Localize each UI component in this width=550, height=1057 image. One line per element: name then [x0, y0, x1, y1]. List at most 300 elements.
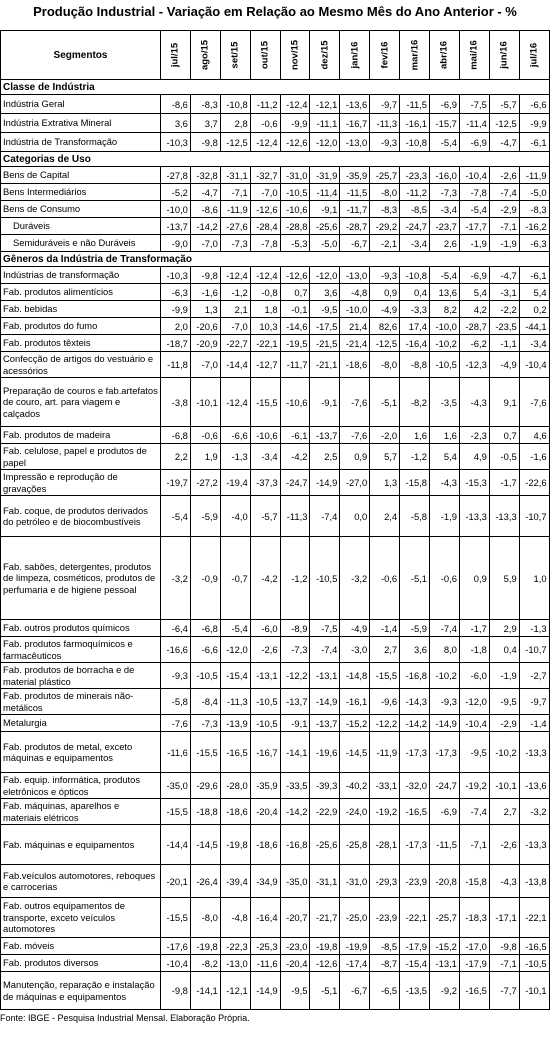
table-row	[1, 378, 550, 427]
value-cell: -0,6	[250, 114, 280, 133]
value-cell: -5,0	[310, 235, 340, 252]
segment-label: Fab.veículos automotores, reboques e carrocerias	[1, 865, 161, 898]
segment-label: Bens de Capital	[1, 167, 161, 184]
value-cell: -22,1	[400, 898, 430, 938]
value-cell: -25,7	[430, 898, 460, 938]
value-cell: -16,1	[400, 114, 430, 133]
value-cell: -21,7	[310, 898, 340, 938]
table-row	[1, 938, 550, 955]
month-header	[161, 31, 191, 80]
value-cell: -16,2	[519, 218, 549, 235]
value-cell: -34,9	[250, 865, 280, 898]
value-cell: -14,3	[400, 689, 430, 715]
value-cell: -6,9	[430, 95, 460, 114]
value-cell: -10,5	[190, 663, 220, 689]
value-cell: -18,8	[190, 799, 220, 825]
value-cell: -19,5	[280, 335, 310, 352]
value-cell: -12,4	[280, 95, 310, 114]
value-cell: -14,1	[190, 972, 220, 1010]
table-row	[1, 865, 550, 898]
value-cell: -1,2	[220, 284, 250, 301]
value-cell: -7,4	[430, 620, 460, 637]
value-cell: -9,5	[280, 972, 310, 1010]
table-row	[1, 301, 550, 318]
value-cell: -2,9	[489, 201, 519, 218]
value-cell: 5,4	[430, 444, 460, 470]
value-cell: 0,9	[370, 284, 400, 301]
value-cell: -1,6	[519, 444, 549, 470]
value-cell: -8,3	[519, 201, 549, 218]
month-label: mai/16	[468, 40, 480, 70]
value-cell: -19,8	[190, 938, 220, 955]
value-cell: -9,3	[161, 663, 191, 689]
value-cell: -13,6	[519, 773, 549, 799]
value-cell: 2,0	[161, 318, 191, 335]
value-cell: 5,4	[519, 284, 549, 301]
value-cell: -15,5	[161, 799, 191, 825]
value-cell: -10,8	[400, 133, 430, 152]
value-cell: -1,9	[489, 663, 519, 689]
value-cell: -2,2	[489, 301, 519, 318]
value-cell: -10,0	[430, 318, 460, 335]
month-label: dez/15	[319, 40, 331, 70]
value-cell: -9,5	[489, 689, 519, 715]
value-cell: -1,4	[519, 715, 549, 732]
value-cell: -3,5	[430, 378, 460, 427]
table-row	[1, 133, 550, 152]
value-cell: -12,6	[250, 201, 280, 218]
value-cell: -7,4	[459, 799, 489, 825]
value-cell: 8,2	[430, 301, 460, 318]
value-cell: -10,3	[161, 133, 191, 152]
value-cell: -6,6	[220, 427, 250, 444]
value-cell: -10,5	[519, 955, 549, 972]
value-cell: -11,7	[340, 201, 370, 218]
value-cell: -20,6	[190, 318, 220, 335]
value-cell: -9,1	[310, 378, 340, 427]
table-row	[1, 799, 550, 825]
value-cell: -8,9	[280, 620, 310, 637]
value-cell: -3,4	[250, 444, 280, 470]
value-cell: -11,9	[519, 167, 549, 184]
value-cell: -1,7	[459, 620, 489, 637]
value-cell: -19,6	[310, 732, 340, 773]
value-cell: -23,9	[400, 865, 430, 898]
value-cell: -24,7	[400, 218, 430, 235]
table-row	[1, 427, 550, 444]
value-cell: 0,0	[340, 496, 370, 537]
value-cell: -21,1	[310, 352, 340, 378]
value-cell: -35,0	[161, 773, 191, 799]
value-cell: -2,6	[489, 825, 519, 865]
month-header	[280, 31, 310, 80]
value-cell: -9,7	[370, 95, 400, 114]
value-cell: -16,8	[280, 825, 310, 865]
value-cell: 3,7	[190, 114, 220, 133]
value-cell: -2,6	[489, 167, 519, 184]
value-cell: -12,6	[280, 267, 310, 284]
value-cell: -28,7	[340, 218, 370, 235]
value-cell: -6,7	[340, 972, 370, 1010]
segment-label: Indústria de Transformação	[1, 133, 161, 152]
value-cell: -4,3	[489, 865, 519, 898]
segment-label: Duráveis	[1, 218, 161, 235]
value-cell: -9,1	[310, 201, 340, 218]
value-cell: -0,9	[190, 537, 220, 620]
value-cell: -19,2	[459, 773, 489, 799]
value-cell: 0,7	[489, 427, 519, 444]
segment-label: Bens de Consumo	[1, 201, 161, 218]
value-cell: -0,6	[430, 537, 460, 620]
production-table	[0, 30, 550, 1010]
value-cell: -1,3	[519, 620, 549, 637]
value-cell: -16,5	[220, 732, 250, 773]
value-cell: -11,2	[400, 184, 430, 201]
value-cell: -10,5	[250, 689, 280, 715]
value-cell: -12,5	[489, 114, 519, 133]
value-cell: 3,6	[161, 114, 191, 133]
value-cell: -8,2	[400, 378, 430, 427]
month-label: jul/15	[169, 42, 181, 68]
value-cell: -3,3	[400, 301, 430, 318]
value-cell: -21,5	[310, 335, 340, 352]
value-cell: -25,6	[310, 218, 340, 235]
value-cell: -8,0	[370, 352, 400, 378]
value-cell: 0,9	[459, 537, 489, 620]
value-cell: -2,7	[519, 663, 549, 689]
value-cell: -9,5	[310, 301, 340, 318]
table-row	[1, 444, 550, 470]
value-cell: -5,4	[459, 201, 489, 218]
value-cell: -7,6	[161, 715, 191, 732]
value-cell: -10,6	[280, 201, 310, 218]
value-cell: -22,1	[519, 898, 549, 938]
value-cell: -33,5	[280, 773, 310, 799]
value-cell: -14,9	[250, 972, 280, 1010]
value-cell: -7,3	[220, 235, 250, 252]
value-cell: -9,7	[519, 689, 549, 715]
value-cell: -8,5	[370, 938, 400, 955]
value-cell: -0,6	[190, 427, 220, 444]
value-cell: 0,4	[489, 637, 519, 663]
value-cell: 2,5	[310, 444, 340, 470]
value-cell: -11,3	[280, 496, 310, 537]
table-row	[1, 732, 550, 773]
value-cell: -17,5	[310, 318, 340, 335]
value-cell: -11,9	[370, 732, 400, 773]
value-cell: 1,3	[370, 470, 400, 496]
table-row	[1, 972, 550, 1010]
value-cell: -12,7	[250, 352, 280, 378]
value-cell: -20,7	[280, 898, 310, 938]
value-cell: -11,5	[340, 184, 370, 201]
value-cell: -35,9	[250, 773, 280, 799]
value-cell: -1,9	[459, 235, 489, 252]
value-cell: -9,9	[161, 301, 191, 318]
value-cell: -10,4	[459, 167, 489, 184]
table-row	[1, 637, 550, 663]
section-title: Classe de Indústria	[1, 80, 550, 95]
value-cell: 0,2	[519, 301, 549, 318]
value-cell: -9,3	[370, 133, 400, 152]
table-row	[1, 620, 550, 637]
value-cell: 2,4	[370, 496, 400, 537]
value-cell: -31,0	[280, 167, 310, 184]
table-body	[1, 80, 550, 1010]
value-cell: -10,3	[161, 267, 191, 284]
segment-label: Indústrias de transformação	[1, 267, 161, 284]
value-cell: -14,5	[340, 732, 370, 773]
value-cell: -5,4	[220, 620, 250, 637]
value-cell: -5,7	[489, 95, 519, 114]
segment-label: Fab. máquinas, aparelhos e materiais elétricos	[1, 799, 161, 825]
value-cell: -10,1	[190, 378, 220, 427]
value-cell: -12,2	[280, 663, 310, 689]
value-cell: -7,4	[489, 184, 519, 201]
value-cell: -12,4	[250, 267, 280, 284]
value-cell: 2,8	[220, 114, 250, 133]
value-cell: -16,7	[250, 732, 280, 773]
table-row	[1, 825, 550, 865]
value-cell: -12,0	[310, 267, 340, 284]
value-cell: -13,3	[519, 825, 549, 865]
segment-header: Segmentos	[1, 31, 161, 80]
value-cell: -5,9	[190, 496, 220, 537]
segment-label: Fab. máquinas e equipamentos	[1, 825, 161, 865]
value-cell: -1,2	[400, 444, 430, 470]
value-cell: -29,6	[190, 773, 220, 799]
value-cell: -17,3	[400, 825, 430, 865]
value-cell: -18,6	[220, 799, 250, 825]
value-cell: -4,8	[220, 898, 250, 938]
value-cell: 4,6	[519, 427, 549, 444]
value-cell: -32,0	[400, 773, 430, 799]
segment-label: Fab. produtos diversos	[1, 955, 161, 972]
value-cell: 5,7	[370, 444, 400, 470]
table-row	[1, 537, 550, 620]
value-cell: -13,5	[400, 972, 430, 1010]
value-cell: -6,3	[519, 235, 549, 252]
value-cell: -17,0	[459, 938, 489, 955]
value-cell: -22,9	[310, 799, 340, 825]
value-cell: -11,1	[310, 114, 340, 133]
value-cell: -6,5	[370, 972, 400, 1010]
value-cell: -11,3	[220, 689, 250, 715]
value-cell: -25,3	[250, 938, 280, 955]
value-cell: 1,6	[430, 427, 460, 444]
value-cell: -3,4	[400, 235, 430, 252]
value-cell: -20,4	[280, 955, 310, 972]
value-cell: -8,6	[190, 201, 220, 218]
value-cell: -10,6	[280, 378, 310, 427]
month-label: jun/16	[498, 41, 510, 69]
value-cell: -6,1	[280, 427, 310, 444]
value-cell: -12,3	[459, 352, 489, 378]
value-cell: -24,7	[430, 773, 460, 799]
table-row	[1, 284, 550, 301]
value-cell: -14,9	[430, 715, 460, 732]
segment-label: Fab. celulose, papel e produtos de papel	[1, 444, 161, 470]
table-row	[1, 715, 550, 732]
month-header	[370, 31, 400, 80]
value-cell: -12,0	[459, 689, 489, 715]
value-cell: -16,5	[519, 938, 549, 955]
value-cell: -23,0	[280, 938, 310, 955]
value-cell: -9,6	[370, 689, 400, 715]
value-cell: -24,0	[340, 799, 370, 825]
value-cell: -10,5	[430, 352, 460, 378]
value-cell: 4,9	[459, 444, 489, 470]
value-cell: -6,6	[519, 95, 549, 114]
value-cell: -15,2	[340, 715, 370, 732]
value-cell: -16,1	[340, 689, 370, 715]
value-cell: -1,1	[489, 335, 519, 352]
header-row	[1, 31, 550, 80]
value-cell: -10,4	[459, 715, 489, 732]
value-cell: -23,5	[489, 318, 519, 335]
value-cell: -12,2	[370, 715, 400, 732]
value-cell: -7,8	[459, 184, 489, 201]
value-cell: -26,4	[190, 865, 220, 898]
value-cell: -7,1	[459, 825, 489, 865]
table-row	[1, 114, 550, 133]
month-label: ago/15	[199, 39, 211, 71]
value-cell: -7,6	[519, 378, 549, 427]
value-cell: -29,3	[370, 865, 400, 898]
value-cell: -7,1	[489, 955, 519, 972]
value-cell: -9,9	[280, 114, 310, 133]
value-cell: -7,1	[489, 218, 519, 235]
month-header	[340, 31, 370, 80]
value-cell: -44,1	[519, 318, 549, 335]
table-row	[1, 955, 550, 972]
value-cell: 2,6	[430, 235, 460, 252]
value-cell: -33,1	[370, 773, 400, 799]
value-cell: -20,4	[250, 799, 280, 825]
table-row	[1, 95, 550, 114]
value-cell: -5,2	[161, 184, 191, 201]
value-cell: -19,7	[161, 470, 191, 496]
value-cell: -8,7	[370, 955, 400, 972]
value-cell: 0,9	[340, 444, 370, 470]
value-cell: -22,1	[250, 335, 280, 352]
value-cell: -15,2	[430, 938, 460, 955]
value-cell: -3,2	[519, 799, 549, 825]
table-row	[1, 898, 550, 938]
month-header	[250, 31, 280, 80]
value-cell: -4,8	[340, 284, 370, 301]
value-cell: -15,5	[161, 898, 191, 938]
value-cell: -1,6	[190, 284, 220, 301]
value-cell: -11,4	[310, 184, 340, 201]
value-cell: -15,4	[400, 955, 430, 972]
value-cell: -12,4	[220, 267, 250, 284]
value-cell: 2,7	[370, 637, 400, 663]
section-row	[1, 252, 550, 267]
value-cell: -6,1	[519, 133, 549, 152]
value-cell: 1,6	[400, 427, 430, 444]
segment-label: Semiduráveis e não Duráveis	[1, 235, 161, 252]
table-row	[1, 201, 550, 218]
value-cell: -7,5	[459, 95, 489, 114]
value-cell: -6,8	[161, 427, 191, 444]
value-cell: -12,1	[310, 95, 340, 114]
value-cell: -10,4	[161, 955, 191, 972]
value-cell: -22,3	[220, 938, 250, 955]
page-title: Produção Industrial - Variação em Relação ao Mesmo Mês do Ano Anterior - %	[33, 4, 517, 19]
value-cell: -28,1	[370, 825, 400, 865]
value-cell: 10,3	[250, 318, 280, 335]
value-cell: 1,0	[519, 537, 549, 620]
value-cell: -14,9	[310, 689, 340, 715]
value-cell: -5,8	[161, 689, 191, 715]
value-cell: -31,9	[310, 167, 340, 184]
value-cell: -13,6	[340, 95, 370, 114]
value-cell: -15,5	[250, 378, 280, 427]
value-cell: -6,0	[250, 620, 280, 637]
value-cell: -15,8	[459, 865, 489, 898]
value-cell: 17,4	[400, 318, 430, 335]
table-row	[1, 663, 550, 689]
value-cell: -11,3	[370, 114, 400, 133]
segment-label: Metalurgia	[1, 715, 161, 732]
value-cell: -14,2	[190, 218, 220, 235]
value-cell: -5,8	[400, 496, 430, 537]
value-cell: -13,9	[220, 715, 250, 732]
value-cell: -16,6	[161, 637, 191, 663]
value-cell: -10,2	[489, 732, 519, 773]
value-cell: -13,7	[310, 427, 340, 444]
value-cell: -7,4	[310, 637, 340, 663]
value-cell: -10,1	[489, 773, 519, 799]
table-row	[1, 184, 550, 201]
value-cell: -13,1	[250, 663, 280, 689]
value-cell: -17,3	[430, 732, 460, 773]
value-cell: -9,2	[430, 972, 460, 1010]
value-cell: -22,6	[519, 470, 549, 496]
month-label: set/15	[229, 41, 241, 69]
value-cell: -16,5	[400, 799, 430, 825]
value-cell: -7,0	[190, 235, 220, 252]
value-cell: -13,3	[459, 496, 489, 537]
month-label: mar/16	[409, 39, 421, 71]
value-cell: -16,7	[340, 114, 370, 133]
value-cell: -14,4	[161, 825, 191, 865]
value-cell: -4,2	[280, 444, 310, 470]
value-cell: -25,8	[340, 825, 370, 865]
value-cell: -14,2	[280, 799, 310, 825]
month-header	[310, 31, 340, 80]
table-row	[1, 773, 550, 799]
value-cell: -10,5	[250, 715, 280, 732]
value-cell: -2,9	[489, 715, 519, 732]
value-cell: -14,9	[310, 470, 340, 496]
value-cell: -10,8	[400, 267, 430, 284]
value-cell: -4,0	[220, 496, 250, 537]
value-cell: -10,5	[280, 184, 310, 201]
table-row	[1, 235, 550, 252]
value-cell: -0,6	[370, 537, 400, 620]
value-cell: -5,7	[250, 496, 280, 537]
value-cell: -1,9	[430, 496, 460, 537]
value-cell: -11,7	[280, 352, 310, 378]
segment-label: Fab. sabões, detergentes, produtos de limpeza, cosméticos, produtos de perfumaria e de higiene pessoal	[1, 537, 161, 620]
value-cell: -12,0	[220, 637, 250, 663]
value-cell: -27,8	[161, 167, 191, 184]
value-cell: 5,9	[489, 537, 519, 620]
source-note: Fonte: IBGE - Pesquisa Industrial Mensal. Elaboração Própria.	[0, 1013, 250, 1023]
value-cell: -8,5	[400, 201, 430, 218]
